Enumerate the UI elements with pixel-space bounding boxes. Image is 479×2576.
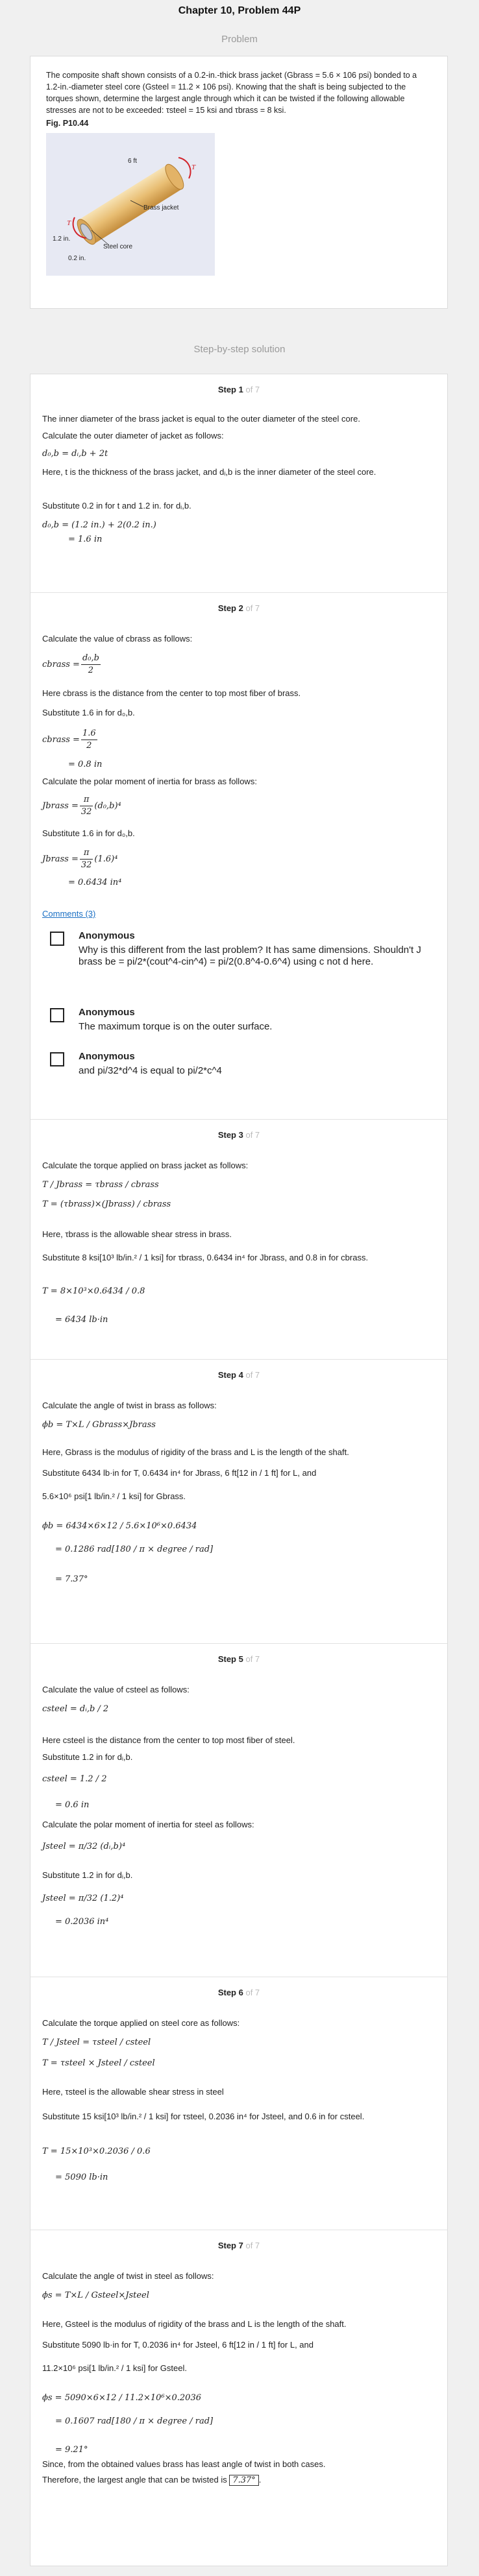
figure-label: Fig. P10.44 xyxy=(46,119,89,128)
equation: = 0.1607 rad[180 / π × degree / rad] xyxy=(55,2416,214,2426)
step-text: Substitute 0.2 in for t and 1.2 in. for dᵢ,b. xyxy=(42,501,191,511)
equation: T / Jsteel = τsteel / csteel xyxy=(42,2038,151,2047)
equation: ϕb = T×L / Gbrass×Jbrass xyxy=(42,1420,156,1430)
step-heading: Step 1 of 7 xyxy=(217,385,260,394)
comment-checkbox[interactable] xyxy=(50,1008,64,1022)
equation: ϕb = 6434×6×12 / 5.6×10⁶×0.6434 xyxy=(42,1521,197,1531)
comment-checkbox[interactable] xyxy=(50,1052,64,1066)
problem-label: Problem xyxy=(221,34,258,45)
step-text: 11.2×10⁶ psi[1 lb/in.² / 1 ksi] for Gsteel. xyxy=(42,2363,187,2373)
diameter-label: 1.2 in. xyxy=(53,235,71,243)
comment xyxy=(42,930,432,995)
step-heading: Step 4 of 7 xyxy=(217,1370,260,1380)
equation: Jsteel = π/32 (dᵢ,b)⁴ xyxy=(42,1842,126,1851)
equation: T / Jbrass = τbrass / cbrass xyxy=(42,1180,159,1190)
equation: d₀,b = (1.2 in.) + 2(0.2 in.) xyxy=(42,520,156,530)
equation: ϕs = 5090×6×12 / 11.2×10⁶×0.2036 xyxy=(42,2393,201,2403)
step-text: Calculate the torque applied on steel core as follows: xyxy=(42,2018,240,2028)
equation: = 1.6 in xyxy=(68,535,103,544)
step-text: Here, τsteel is the allowable shear stress in steel xyxy=(42,2087,224,2097)
final-answer: 7.37° xyxy=(229,2475,258,2486)
step-text: Substitute 1.6 in for d₀,b. xyxy=(42,708,135,717)
step-1 xyxy=(31,374,447,592)
step-text: Substitute 5090 lb·in for T, 0.2036 in⁴ for Jsteel, 6 ft[12 in / 1 ft] for L, and xyxy=(42,2340,313,2350)
step-text: Since, from the obtained values brass has least angle of twist in both cases. xyxy=(42,2459,326,2469)
equation: cbrass = $\frac{\text{d₀,b}}{2}$ xyxy=(42,653,99,675)
step-5 xyxy=(31,1643,447,1977)
equation: = 0.1286 rad[180 / π × degree / rad] xyxy=(55,1545,214,1554)
solution-card xyxy=(30,374,448,2566)
equation: = 0.8 in xyxy=(68,760,103,769)
step-text: Substitute 8 ksi[10³ lb/in.² / 1 ksi] for τbrass, 0.6434 in⁴ for Jbrass, and 0.8 in for cbrass. xyxy=(42,1253,369,1262)
shaft-illustration xyxy=(46,133,215,276)
step-text: Substitute 6434 lb·in for T, 0.6434 in⁴ for Jbrass, 6 ft[12 in / 1 ft] for L, and xyxy=(42,1468,317,1478)
step-text: Therefore, the largest angle that can be twisted is 7.37° . xyxy=(42,2475,262,2485)
comments-section xyxy=(42,908,436,920)
equation: = 5090 lb·in xyxy=(55,2173,108,2182)
problem-card xyxy=(30,56,448,309)
comment-body: and pi/32*d^4 is equal to pi/2*c^4 xyxy=(79,1065,222,1076)
equation: T = 8×10³×0.6434 / 0.8 xyxy=(42,1286,145,1296)
brass-jacket-label: Brass jacket xyxy=(143,204,179,211)
equation: T = (τbrass)×(Jbrass) / cbrass xyxy=(42,1199,171,1209)
equation: = 7.37° xyxy=(55,1574,88,1584)
equation: = 0.6434 in⁴ xyxy=(68,878,122,887)
step-7 xyxy=(31,2230,447,2567)
equation: Jbrass = $\frac{\pi}{32}$ (1.6)⁴ xyxy=(42,848,118,870)
step-heading: Step 2 of 7 xyxy=(217,603,260,613)
problem-text: The composite shaft shown consists of a 0.2-in.-thick brass jacket (Gbrass = 5.6 × 106 psi) bonded to a 1.2-in.-diameter steel core (Gsteel = 11.2 × 106 psi). Knowing that the shaft is being subjected to the torques shown, determine the largest angle through which it can be twisted if the following allowable stresses are not to be exceeded: τsteel = 15 ksi and τbrass = 8 ksi. xyxy=(46,71,417,115)
equation: cbrass = $\frac{1.6}{2}$ xyxy=(42,728,96,751)
step-text: Here, τbrass is the allowable shear stress in brass. xyxy=(42,1229,232,1239)
step-text: Here, Gsteel is the modulus of rigidity of the brass and L is the length of the shaft. xyxy=(42,2319,347,2329)
step-text: Substitute 1.2 in for dᵢ,b. xyxy=(42,1870,133,1880)
equation: Jbrass = $\frac{\pi}{32}$ (d₀,b)⁴ xyxy=(42,795,121,817)
step-text: Calculate the value of cbrass as follows: xyxy=(42,634,193,644)
step-text: Calculate the torque applied on brass jacket as follows: xyxy=(42,1161,249,1170)
torque-left-label: T xyxy=(67,219,71,227)
step-text: Substitute 1.6 in for d₀,b. xyxy=(42,828,135,838)
equation: csteel = 1.2 / 2 xyxy=(42,1774,107,1784)
step-heading: Step 3 of 7 xyxy=(217,1130,260,1140)
equation: T = τsteel × Jsteel / csteel xyxy=(42,2058,155,2068)
length-label: 6 ft xyxy=(128,158,137,165)
step-text: Substitute 15 ksi[10³ lb/in.² / 1 ksi] for τsteel, 0.2036 in⁴ for Jsteel, and 0.6 in for csteel. xyxy=(42,2112,365,2121)
step-text: Substitute 1.2 in for dᵢ,b. xyxy=(42,1752,133,1762)
comment xyxy=(42,1007,432,1039)
problem-figure[interactable] xyxy=(46,133,215,276)
step-text: 5.6×10⁶ psi[1 lb/in.² / 1 ksi] for Gbrass. xyxy=(42,1491,186,1501)
step-text: Here, Gbrass is the modulus of rigidity of the brass and L is the length of the shaft. xyxy=(42,1447,349,1457)
step-heading: Step 7 of 7 xyxy=(217,2241,260,2250)
comment-body: The maximum torque is on the outer surface. xyxy=(79,1021,273,1032)
comment-author: Anonymous xyxy=(79,930,135,941)
step-text: Calculate the angle of twist in brass as follows: xyxy=(42,1401,217,1410)
step-text: Here csteel is the distance from the center to top most fiber of steel. xyxy=(42,1735,295,1745)
comment-body: Why is this different from the last problem? It has same dimensions. Shouldn't J brass be = pi/2*(cout^4-cin^4) = pi/2(0.8^4-0.6^4) using c not d here. xyxy=(79,945,421,967)
equation: Jsteel = π/32 (1.2)⁴ xyxy=(42,1894,124,1903)
step-text: Here cbrass is the distance from the center to top most fiber of brass. xyxy=(42,688,301,698)
comment-author: Anonymous xyxy=(79,1007,135,1018)
step-2 xyxy=(31,592,447,1119)
equation: = 6434 lb·in xyxy=(55,1315,108,1325)
step-3 xyxy=(31,1119,447,1359)
torque-right-label: T xyxy=(191,163,196,171)
equation: = 0.6 in xyxy=(55,1800,90,1810)
equation: = 9.21° xyxy=(55,2445,88,2455)
step-text: Calculate the angle of twist in steel as follows: xyxy=(42,2271,214,2281)
step-text: Calculate the outer diameter of jacket as follows: xyxy=(42,431,224,440)
step-text: Calculate the polar moment of inertia for steel as follows: xyxy=(42,1820,254,1829)
step-heading: Step 5 of 7 xyxy=(217,1654,260,1664)
solution-label: Step-by-step solution xyxy=(193,344,286,355)
thickness-label: 0.2 in. xyxy=(68,255,86,262)
step-4 xyxy=(31,1359,447,1643)
step-heading: Step 6 of 7 xyxy=(217,1988,260,1997)
equation: T = 15×10³×0.2036 / 0.6 xyxy=(42,2147,151,2156)
step-text: The inner diameter of the brass jacket is equal to the outer diameter of the steel core. xyxy=(42,414,360,424)
step-text: Here, t is the thickness of the brass jacket, and dᵢ,b is the inner diameter of the steel core. xyxy=(42,467,376,477)
comments-link[interactable]: Comments (3) xyxy=(42,909,96,919)
equation: csteel = dᵢ,b / 2 xyxy=(42,1704,109,1714)
page-title: Chapter 10, Problem 44P xyxy=(178,5,301,16)
equation: d₀,b = dᵢ,b + 2t xyxy=(42,449,108,459)
steel-core-label: Steel core xyxy=(103,243,133,250)
step-text: Calculate the value of csteel as follows: xyxy=(42,1685,190,1694)
step-6 xyxy=(31,1977,447,2230)
comment-checkbox[interactable] xyxy=(50,932,64,946)
comment xyxy=(42,1051,432,1083)
equation: ϕs = T×L / Gsteel×Jsteel xyxy=(42,2291,149,2300)
equation: = 0.2036 in⁴ xyxy=(55,1917,109,1927)
comment-author: Anonymous xyxy=(79,1051,135,1062)
step-text: Calculate the polar moment of inertia for brass as follows: xyxy=(42,776,257,786)
